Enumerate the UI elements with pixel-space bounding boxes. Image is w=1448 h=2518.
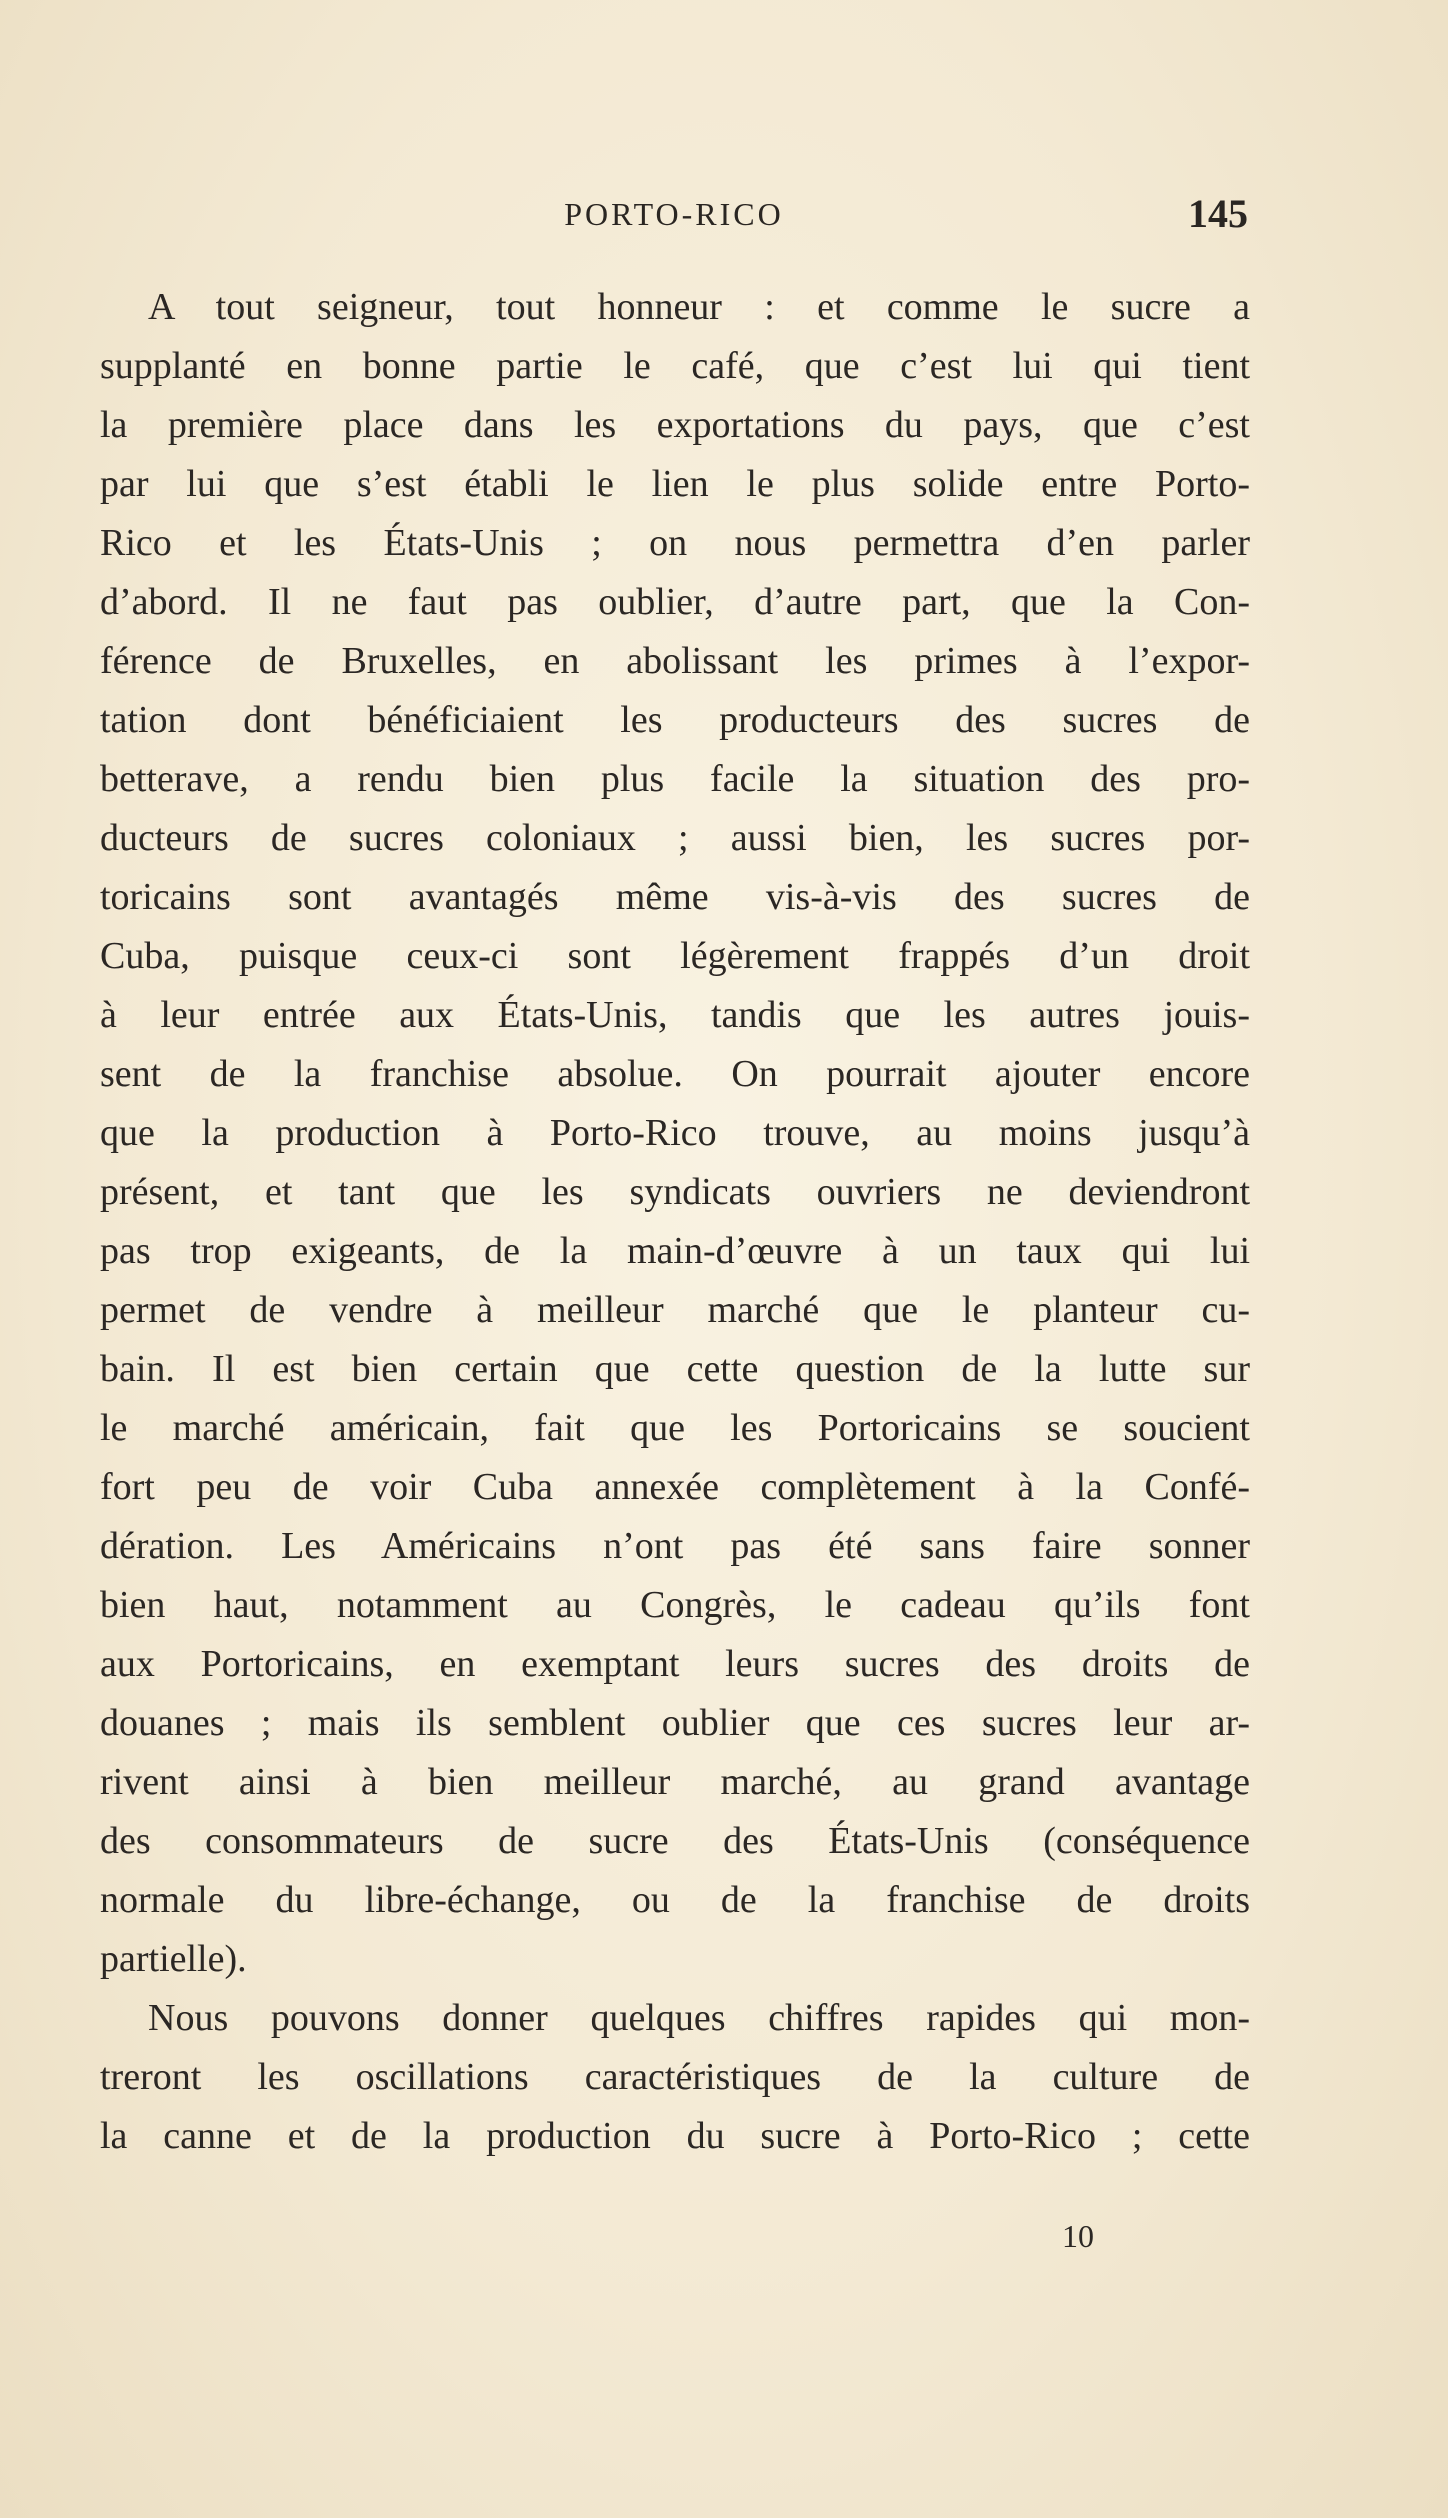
text-line: aux Portoricains, en exemptant leurs sucres des droits de bbox=[100, 1643, 1250, 1685]
text-line: betterave, a rendu bien plus facile la situation des pro- bbox=[100, 758, 1250, 800]
text-line: férence de Bruxelles, en abolissant les primes à l’expor- bbox=[100, 640, 1250, 682]
body-text bbox=[100, 278, 1250, 2166]
text-line: supplanté en bonne partie le café, que c’est lui qui tient bbox=[100, 345, 1250, 387]
text-line: sent de la franchise absolue. On pourrait ajouter encore bbox=[100, 1053, 1250, 1095]
text-line: permet de vendre à meilleur marché que le planteur cu- bbox=[100, 1289, 1250, 1331]
text-line: treront les oscillations caractéristiques de la culture de bbox=[100, 2056, 1250, 2098]
text-line: normale du libre-échange, ou de la franchise de droits bbox=[100, 1879, 1250, 1921]
text-line: dération. Les Américains n’ont pas été sans faire sonner bbox=[100, 1525, 1250, 1567]
text-line: la première place dans les exportations du pays, que c’est bbox=[100, 404, 1250, 446]
text-line: douanes ; mais ils semblent oublier que ces sucres leur ar- bbox=[100, 1702, 1250, 1744]
text-line: A tout seigneur, tout honneur : et comme le sucre a bbox=[148, 286, 1250, 328]
text-line: que la production à Porto-Rico trouve, au moins jusqu’à bbox=[100, 1112, 1250, 1154]
text-line: Cuba, puisque ceux-ci sont légèrement frappés d’un droit bbox=[100, 935, 1250, 977]
running-title: PORTO-RICO bbox=[564, 196, 784, 232]
text-line: Rico et les États-Unis ; on nous permettra d’en parler bbox=[100, 522, 1250, 564]
text-line: partielle). bbox=[100, 1938, 247, 1980]
text-line: toricains sont avantagés même vis-à-vis des sucres de bbox=[100, 876, 1250, 918]
text-line: la canne et de la production du sucre à Porto-Rico ; cette bbox=[100, 2115, 1250, 2157]
text-line: pas trop exigeants, de la main-d’œuvre à un taux qui lui bbox=[100, 1230, 1250, 1272]
text-line: à leur entrée aux États-Unis, tandis que les autres jouis- bbox=[100, 994, 1250, 1036]
signature-mark: 10 bbox=[1062, 2218, 1094, 2254]
text-line: fort peu de voir Cuba annexée complètement à la Confé- bbox=[100, 1466, 1250, 1508]
text-line: d’abord. Il ne faut pas oublier, d’autre part, que la Con- bbox=[100, 581, 1250, 623]
text-line: ducteurs de sucres coloniaux ; aussi bien, les sucres por- bbox=[100, 817, 1250, 859]
text-line: bain. Il est bien certain que cette question de la lutte sur bbox=[100, 1348, 1250, 1390]
page-header bbox=[100, 190, 1248, 240]
text-line: des consommateurs de sucre des États-Unis (conséquence bbox=[100, 1820, 1250, 1862]
text-line: par lui que s’est établi le lien le plus solide entre Porto- bbox=[100, 463, 1250, 505]
text-line: présent, et tant que les syndicats ouvriers ne deviendront bbox=[100, 1171, 1250, 1213]
text-line: bien haut, notamment au Congrès, le cadeau qu’ils font bbox=[100, 1584, 1250, 1626]
text-line: rivent ainsi à bien meilleur marché, au grand avantage bbox=[100, 1761, 1250, 1803]
paragraph-2 bbox=[100, 1989, 1250, 2166]
page-number: 145 bbox=[1188, 191, 1248, 236]
text-line: le marché américain, fait que les Portoricains se soucient bbox=[100, 1407, 1250, 1449]
text-line: tation dont bénéficiaient les producteurs des sucres de bbox=[100, 699, 1250, 741]
paragraph-1 bbox=[100, 278, 1250, 1989]
text-line: Nous pouvons donner quelques chiffres rapides qui mon- bbox=[148, 1997, 1250, 2039]
